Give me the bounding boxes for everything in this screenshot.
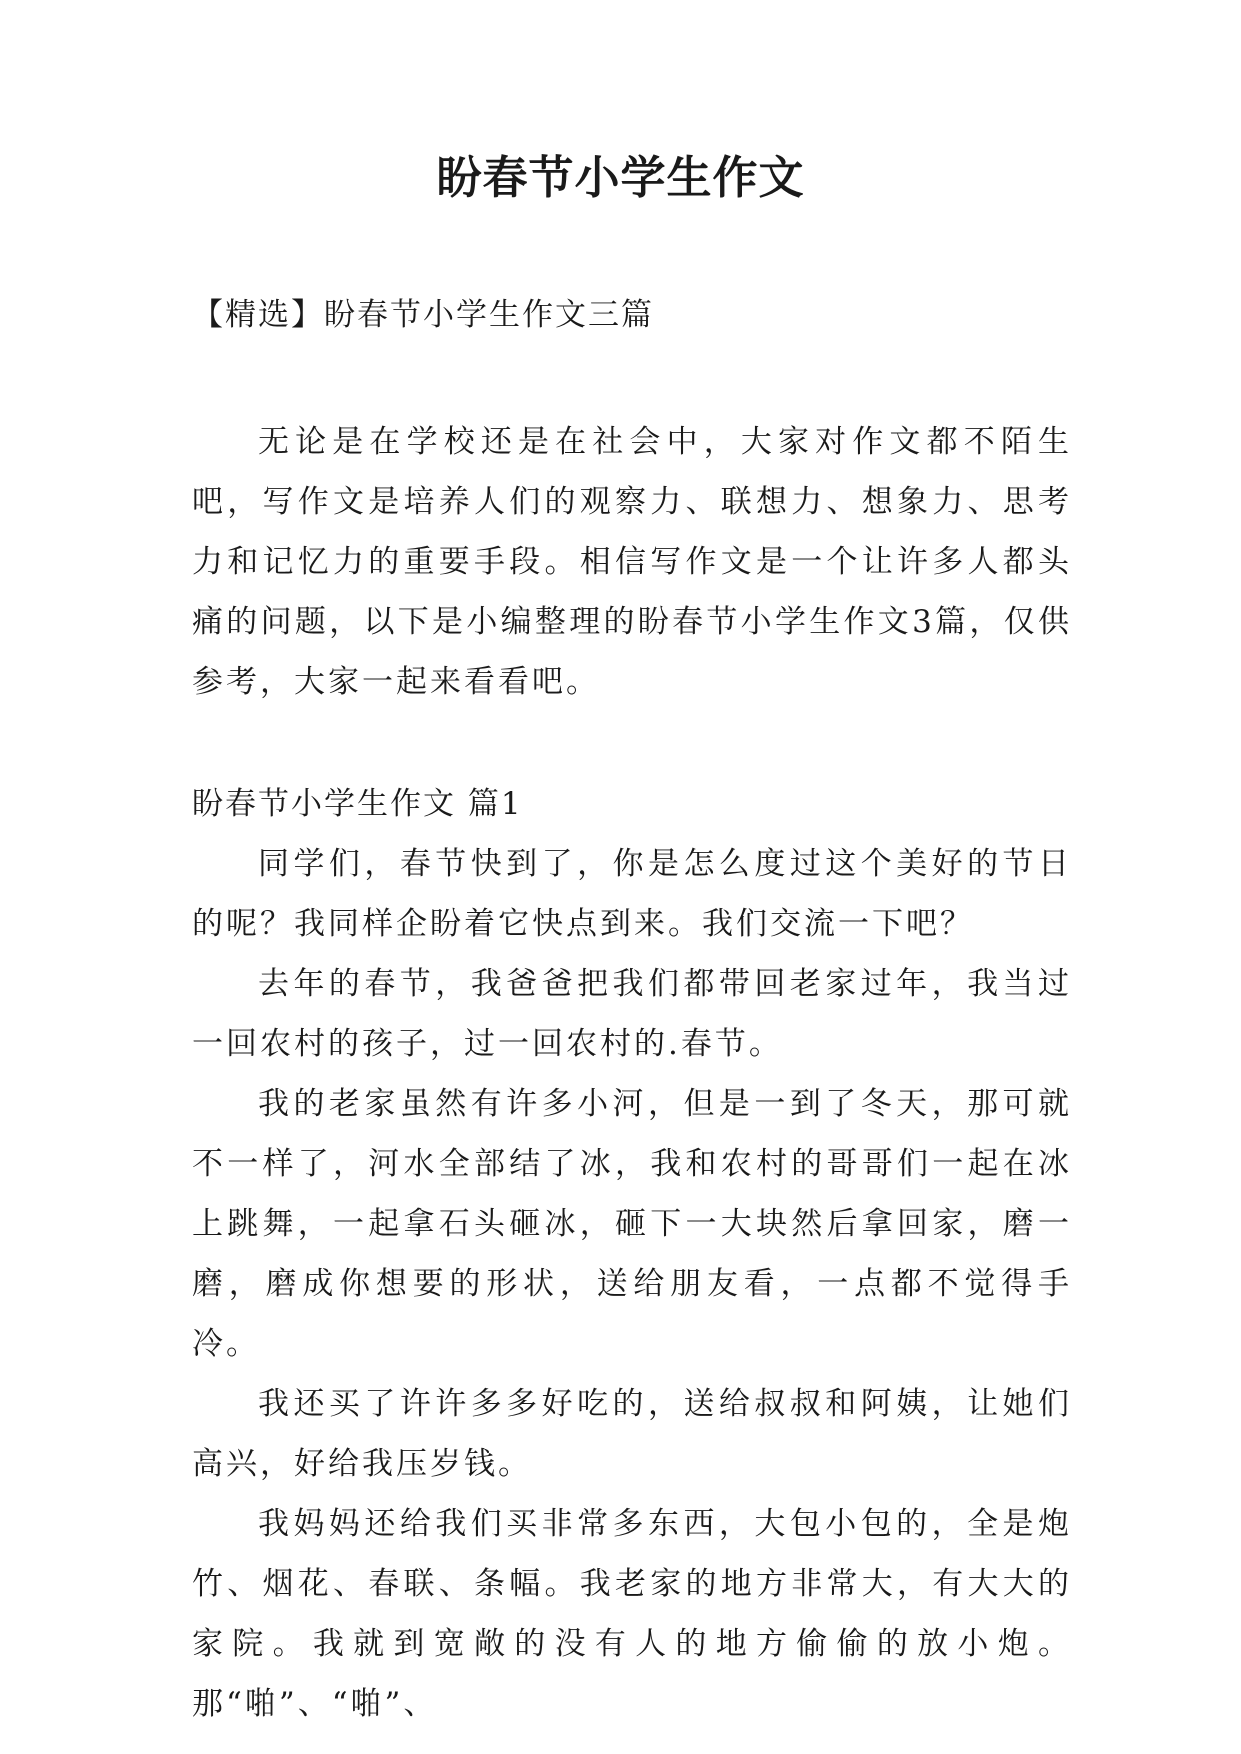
section-heading: 盼春节小学生作文 篇1 bbox=[192, 786, 523, 822]
section-body bbox=[192, 834, 1072, 1734]
document-subtitle: 【精选】盼春节小学生作文三篇 bbox=[192, 297, 654, 333]
page-title: 盼春节小学生作文 bbox=[436, 151, 805, 204]
body-paragraph: 我妈妈还给我们买非常多东西，大包小包的，全是炮竹、烟花、春联、条幅。我老家的地方非常大，有大大的家院。我就到宽敞的没有人的地方偷偷的放小炮。那“啪”、“啪”、 bbox=[192, 1506, 1072, 1722]
body-paragraph: 去年的春节，我爸爸把我们都带回老家过年，我当过一回农村的孩子，过一回农村的.春节。 bbox=[192, 966, 1072, 1062]
intro-paragraph: 无论是在学校还是在社会中，大家对作文都不陌生吧，写作文是培养人们的观察力、联想力、想象力、思考力和记忆力的重要手段。相信写作文是一个让许多人都头痛的问题，以下是小编整理的盼春节小学生作文3篇，仅供参考，大家一起来看看吧。 bbox=[192, 424, 1072, 700]
body-paragraph: 同学们，春节快到了，你是怎么度过这个美好的节日的呢？我同样企盼着它快点到来。我们交流一下吧？ bbox=[192, 846, 1072, 942]
document-body bbox=[192, 290, 1072, 1734]
body-paragraph: 我的老家虽然有许多小河，但是一到了冬天，那可就不一样了，河水全部结了冰，我和农村的哥哥们一起在冰上跳舞，一起拿石头砸冰，砸下一大块然后拿回家，磨一磨，磨成你想要的形状，送给朋友看，一点都不觉得手冷。 bbox=[192, 1086, 1072, 1362]
intro-section bbox=[192, 412, 1072, 712]
body-paragraph: 我还买了许许多多好吃的，送给叔叔和阿姨，让她们高兴，好给我压岁钱。 bbox=[192, 1386, 1072, 1482]
